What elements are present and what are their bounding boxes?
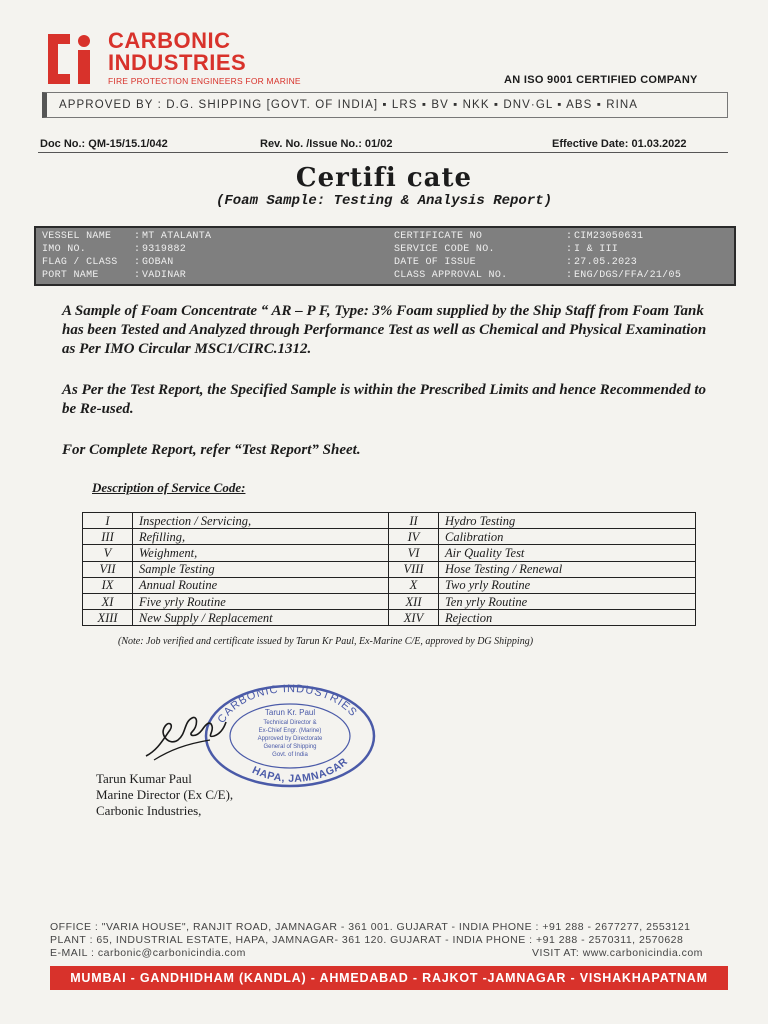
statement-paragraph-3: For Complete Report, refer “Test Report” Sheet.	[62, 442, 361, 458]
email-address: E-MAIL : carbonic@carbonicindia.com	[50, 947, 246, 959]
service-code: V	[83, 545, 133, 561]
service-description: Sample Testing	[133, 561, 389, 577]
certificate-subtitle: (Foam Sample: Testing & Analysis Report)	[215, 193, 553, 209]
service-description: Hydro Testing	[439, 513, 696, 529]
signer-name: Tarun Kumar Paul	[96, 771, 192, 786]
table-row	[83, 529, 696, 545]
service-code: II	[389, 513, 439, 529]
service-description: Refilling,	[133, 529, 389, 545]
svg-text:CARBONIC INDUSTRIES: CARBONIC INDUSTRIES	[215, 682, 360, 726]
flag-class-label: FLAG / CLASS	[42, 257, 118, 268]
service-description: New Supply / Replacement	[133, 610, 389, 626]
table-row	[83, 561, 696, 577]
verification-note: (Note: Job verified and certificate issued by Tarun Kr Paul, Ex-Marine C/E, approved by DG Shipping)	[118, 636, 534, 647]
signer-company: Carbonic Industries,	[96, 803, 202, 818]
vessel-name-label: VESSEL NAME	[42, 231, 112, 242]
service-code: VIII	[389, 561, 439, 577]
service-description: Rejection	[439, 610, 696, 626]
certificate-no-value: CIM23050631	[574, 231, 644, 242]
signer-role: Marine Director (Ex C/E),	[96, 787, 234, 802]
certificate-no-label: CERTIFICATE NO	[394, 231, 483, 242]
svg-text:Approved by Directorate: Approved by Directorate	[257, 736, 323, 742]
date-of-issue-label: DATE OF ISSUE	[394, 257, 476, 268]
service-description: Ten yrly Routine	[439, 593, 696, 609]
service-description: Inspection / Servicing,	[133, 513, 389, 529]
port-name-value: VADINAR	[142, 270, 187, 281]
service-code-heading: Description of Service Code:	[92, 480, 246, 495]
svg-text:General of Shipping: General of Shipping	[263, 744, 317, 750]
approvals-bar: APPROVED BY : D.G. SHIPPING [GOVT. OF INDIA] ▪ LRS ▪ BV ▪ NKK ▪ DNV·GL ▪ ABS ▪ RINA	[42, 92, 728, 118]
table-row	[83, 610, 696, 626]
revision-number: Rev. No. /Issue No.: 01/02	[260, 138, 393, 150]
service-code: IX	[83, 577, 133, 593]
company-name-line1: CARBONIC	[108, 28, 231, 53]
table-row	[83, 545, 696, 561]
carbonic-logo-icon	[44, 32, 100, 86]
service-code: X	[389, 577, 439, 593]
imo-no-value: 9319882	[142, 244, 187, 255]
table-row	[83, 513, 696, 529]
flag-class-value: GOBAN	[142, 257, 174, 268]
imo-no-label: IMO NO.	[42, 244, 87, 255]
office-address: OFFICE : "VARIA HOUSE", RANJIT ROAD, JAMNAGAR - 361 001. GUJARAT - INDIA PHONE : +91 288 - 2677277, 2553121	[50, 921, 691, 933]
service-description: Five yrly Routine	[133, 593, 389, 609]
certificate-title: Certifi cate	[295, 163, 473, 193]
class-approval-value: ENG/DGS/FFA/21/05	[574, 270, 682, 281]
table-row	[83, 577, 696, 593]
service-code-value: I & III	[574, 244, 619, 255]
header-divider	[38, 152, 728, 153]
company-name-line2: INDUSTRIES	[108, 50, 247, 75]
service-description: Two yrly Routine	[439, 577, 696, 593]
service-code: III	[83, 529, 133, 545]
service-code-label: SERVICE CODE NO.	[394, 244, 495, 255]
date-of-issue-value: 27.05.2023	[574, 257, 638, 268]
website-link[interactable]: VISIT AT: www.carbonicindia.com	[532, 947, 703, 959]
service-code: I	[83, 513, 133, 529]
svg-text:Ex-Chief Engr. (Marine): Ex-Chief Engr. (Marine)	[258, 728, 322, 734]
service-code: IV	[389, 529, 439, 545]
service-code: XIII	[83, 610, 133, 626]
svg-text:Technical Director &: Technical Director &	[263, 720, 317, 726]
company-name	[108, 30, 246, 74]
svg-text:Tarun Kr. Paul: Tarun Kr. Paul	[264, 708, 316, 717]
effective-date: Effective Date: 01.03.2022	[552, 138, 687, 150]
branch-cities-bar: MUMBAI - GANDHIDHAM (KANDLA) - AHMEDABAD - RAJKOT -JAMNAGAR - VISHAKHAPATNAM	[50, 966, 728, 990]
statement-paragraph-2: As Per the Test Report, the Specified Sample is within the Prescribed Limits and hence Recommended to be Re-used.	[62, 382, 707, 417]
service-code: VII	[83, 561, 133, 577]
vessel-details-panel: VESSEL NAME : MT ATALANTA CERTIFICATE NO : CIM23050631 IMO NO. : 9319882 SERVICE CODE NO. : I & III FLAG / CLASS : GOBAN DATE OF ISSUE : 27.05.2023 PORT NAME : VADINAR CLASS APPROVAL NO. : ENG/DGS/FFA/21/05	[34, 226, 736, 286]
service-code: XI	[83, 593, 133, 609]
service-description: Air Quality Test	[439, 545, 696, 561]
vessel-name-value: MT ATALANTA	[142, 231, 212, 242]
service-description: Calibration	[439, 529, 696, 545]
svg-text:HAPA, JAMNAGAR: HAPA, JAMNAGAR	[250, 755, 351, 785]
class-approval-label: CLASS APPROVAL NO.	[394, 270, 508, 281]
handwritten-signature	[140, 700, 230, 770]
service-code: XII	[389, 593, 439, 609]
company-tagline: FIRE PROTECTION ENGINEERS FOR MARINE	[108, 76, 301, 86]
iso-certification: AN ISO 9001 CERTIFIED COMPANY	[504, 74, 698, 86]
service-code: VI	[389, 545, 439, 561]
plant-address: PLANT : 65, INDUSTRIAL ESTATE, HAPA, JAMNAGAR- 361 120. GUJARAT - INDIA PHONE : +91 288 - 2570311, 2570628	[50, 934, 684, 946]
service-description: Hose Testing / Renewal	[439, 561, 696, 577]
service-code-table	[82, 512, 696, 626]
table-row	[83, 593, 696, 609]
service-description: Weighment,	[133, 545, 389, 561]
service-code: XIV	[389, 610, 439, 626]
svg-text:Govt. of India: Govt. of India	[272, 752, 308, 758]
doc-number: Doc No.: QM-15/15.1/042	[40, 138, 168, 150]
service-description: Annual Routine	[133, 577, 389, 593]
port-name-label: PORT NAME	[42, 270, 99, 281]
statement-paragraph-1: A Sample of Foam Concentrate “ AR – P F, Type: 3% Foam supplied by the Ship Staff from Foam Tank has been Tested and Analyzed through Performance Test as well as Chemical and Physical Examination as Per IMO Circular MSC1/CIRC.1312.	[62, 303, 707, 357]
